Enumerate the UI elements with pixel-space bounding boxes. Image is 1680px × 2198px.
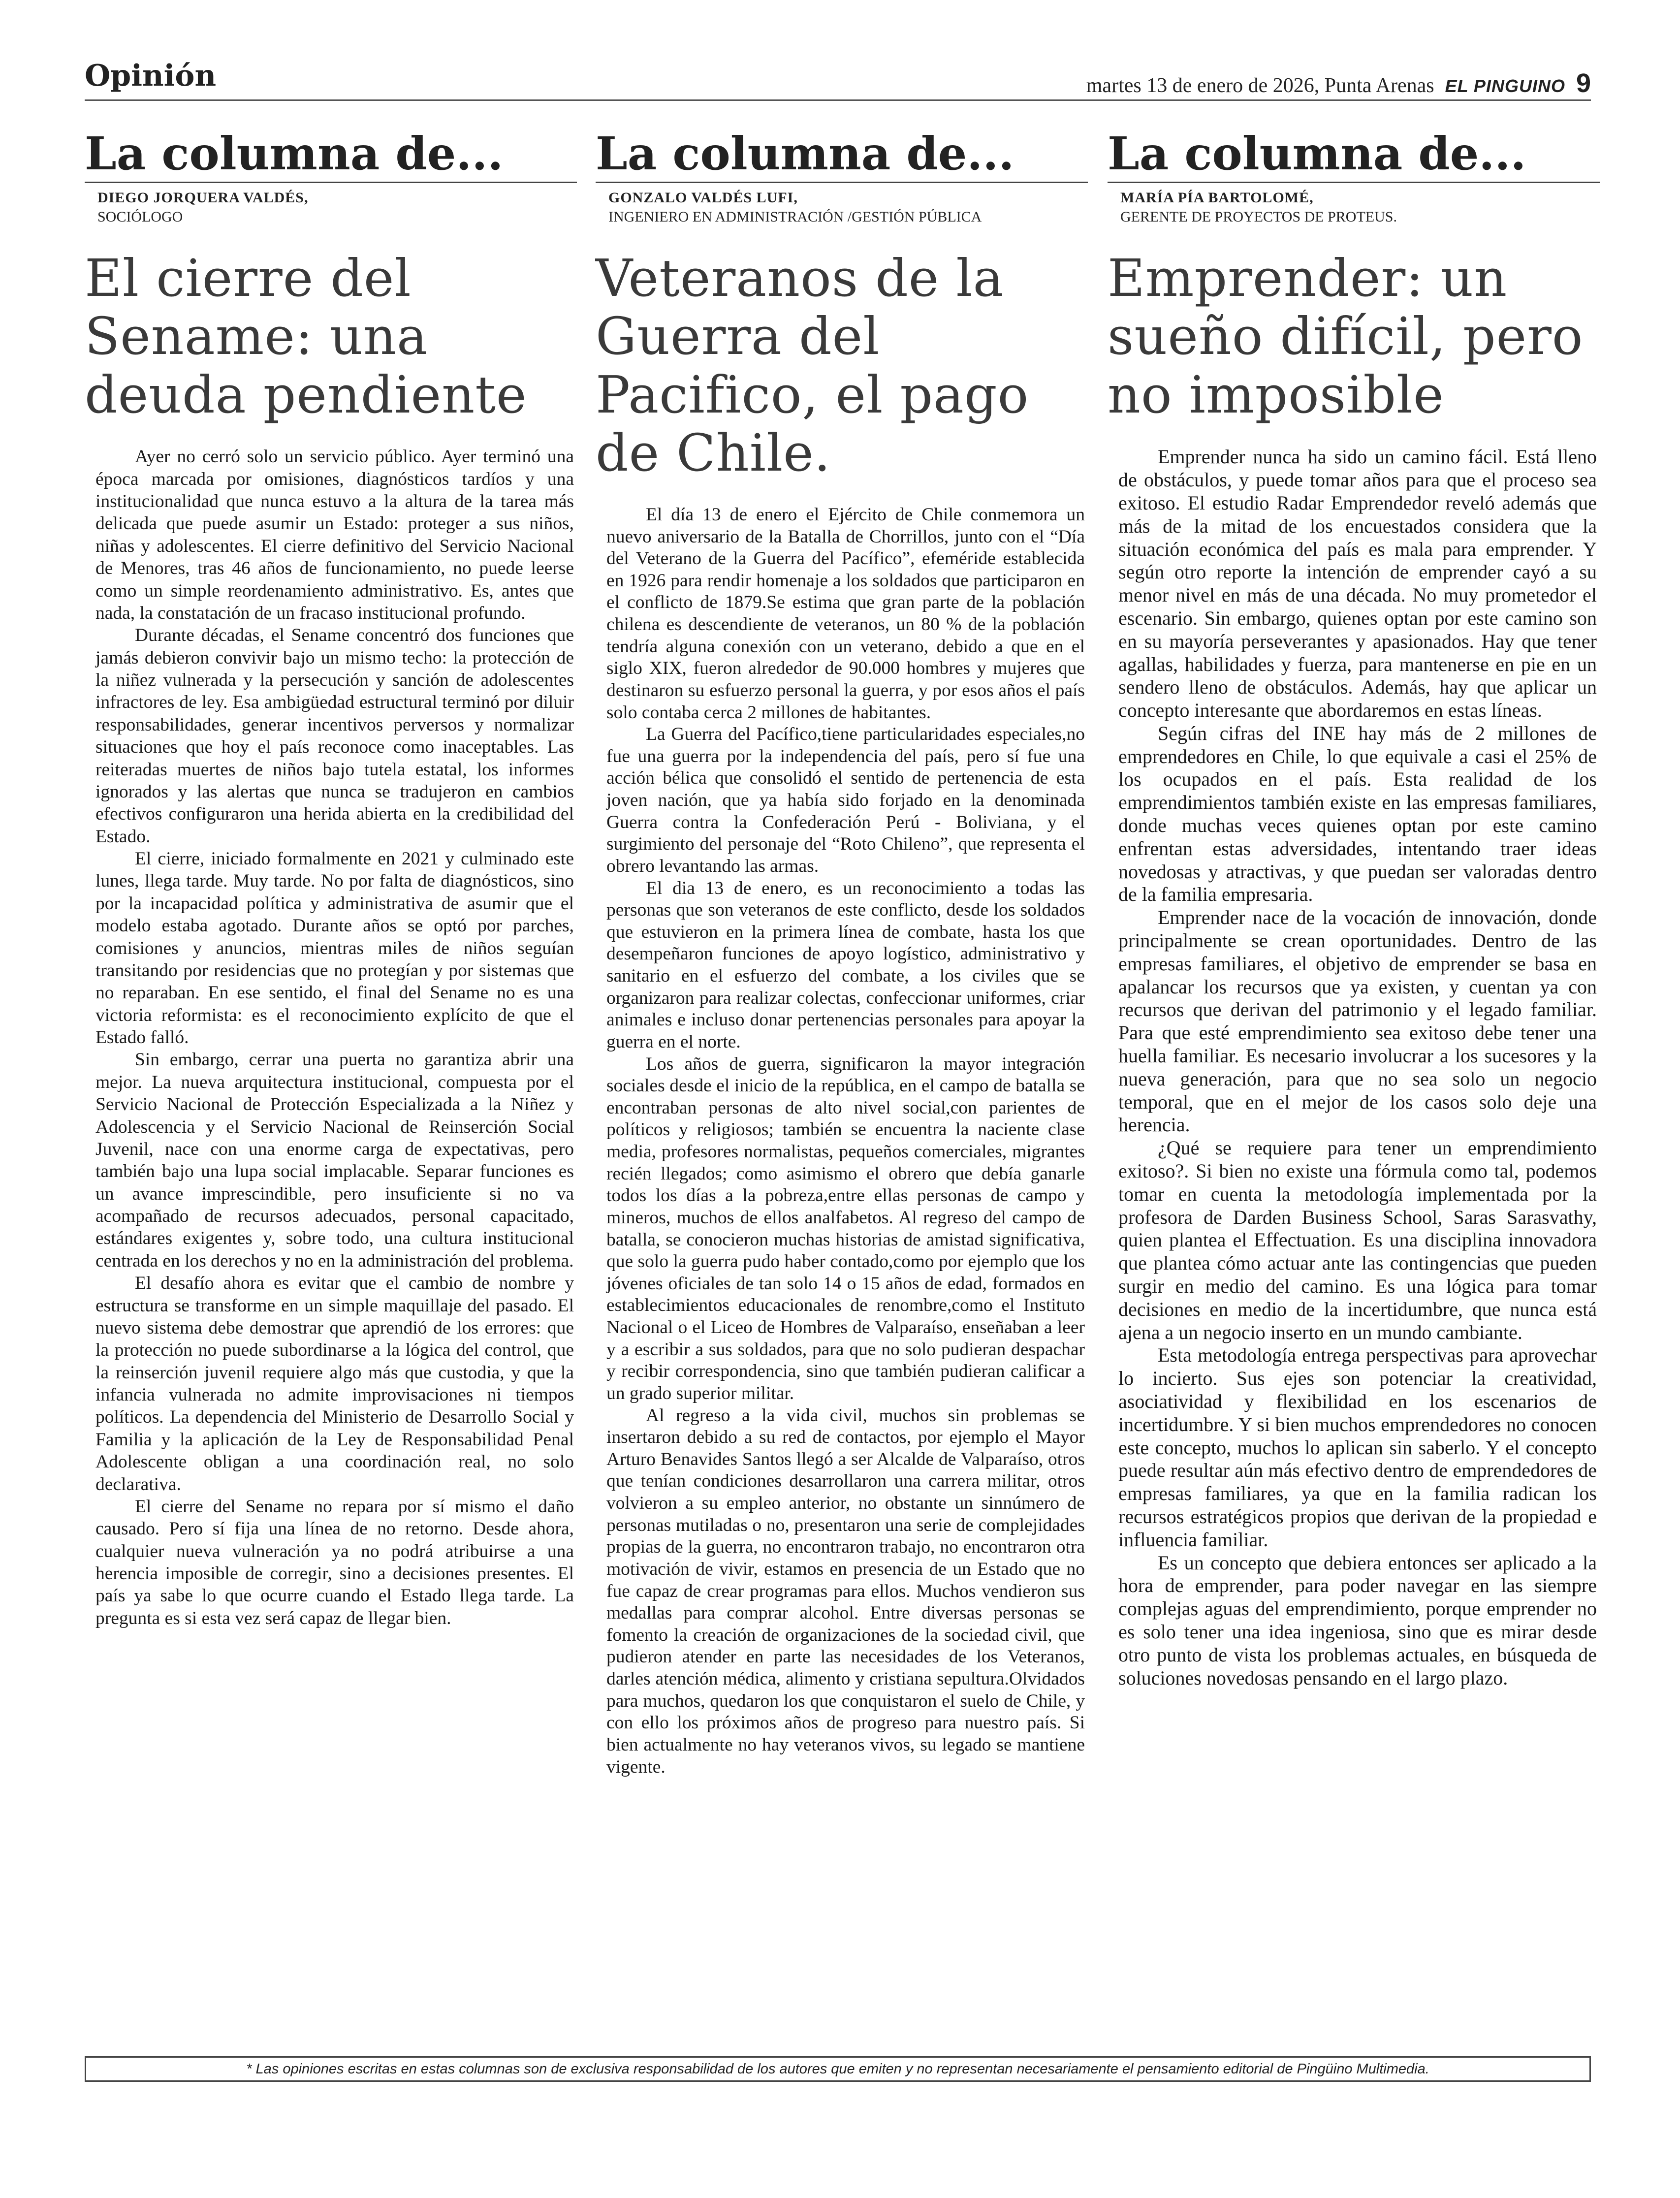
column-bartolome: [1108, 129, 1600, 1689]
article-title: Veteranos de la Guerra del Pacifico, el pago de Chile.: [596, 248, 1029, 483]
paragraph: Sin embargo, cerrar una puerta no garantiza abrir una mejor. La nueva arquitectura institucional, compuesta por el Servicio Nacional de Protección Especializada a la Niñez y Adolescencia y el Servicio Nacional de Reinserción Social Juvenil, nace con una enorme carga de expectativas, pero también bajo una lupa social implacable. Separar funciones es un avance imprescindible, pero insuficiente si no va acompañado de recursos adecuados, personal capacitado, estándares exigentes y, sobre todo, una cultura institucional centrada en los derechos y no en la administración del problema.: [95, 1050, 574, 1271]
page-number: 9: [1576, 68, 1591, 98]
article-body: [85, 446, 577, 1629]
paragraph: Durante décadas, el Sename concentró dos funciones que jamás debieron convivir bajo un mismo techo: la protección de la niñez vulnerada y la persecución y sanción de adolescentes infractores de ley. Esa ambigüedad estructural terminó por diluir responsabilidades, generar incentivos perversos y normalizar situaciones que hoy el país reconoce como inaceptables. Las reiteradas muertes de niños bajo tutela estatal, los informes ignorados y las alertas que nunca se tradujeron en cambios efectivos configuraron una herida abierta en la credibilidad del Estado.: [95, 625, 574, 847]
article-body: [596, 504, 1088, 1778]
paragraph: Emprender nunca ha sido un camino fácil. Está lleno de obstáculos, y puede tomar años para que el proceso sea exitoso. El estudio Radar Emprendedor reveló además que más de la mitad de los encuestados considera que la situación económica del país es mala para emprender. Y según otro reporte la intención de emprender cayó a su menor nivel en más de una década. No muy prometedor el escenario. Sin embargo, quienes optan por este camino son en su mayoría perseverantes y apasionados. Hay que tener agallas, habilidades y fuerza, para mantenerse en pie en un sendero lleno de obstáculos. Además, hay que aplicar un concepto interesante que abordaremos en estas líneas.: [1118, 446, 1597, 722]
byline: [596, 183, 1088, 227]
author-role: INGENIERO EN ADMINISTRACIÓN /GESTIÓN PÚBLICA: [608, 209, 982, 225]
column-jorquera: [85, 129, 577, 1629]
paragraph: Los años de guerra, significaron la mayor integración sociales desde el inicio de la república, en el campo de batalla se encontraban personas de alto nivel social,con parientes de políticos y religiosos; también se encuentra la naciente clase media, profesores normalistas, pequeños comerciales, migrantes recién llegados; como asimismo el obrero que debía ganarle todos los días a la pobreza,entre ellas personas de campo y mineros, muchos de ellos analfabetos. Al regreso del campo de batalla, se conocieron muchas historias de amistad significativa, que solo la guerra pudo haber contado,como por ejemplo que los jóvenes oficiales de tan solo 14 o 15 años de edad, formados en establecimientos educacionales de renombre,como el Instituto Nacional o el Liceo de Hombres de Valparaíso, enseñaban a leer y a escribir a sus soldados, para que no solo pudieran despachar y recibir correspondencia, sino que también pudieran calificar a un grado superior militar.: [606, 1053, 1085, 1403]
section-label: Opinión: [85, 59, 217, 93]
disclaimer-text: * Las opiniones escritas en estas columnas son de exclusiva responsabilidad de los autores que emiten y no representan necesariamente el pensamiento editorial de Pingüino Multimedia.: [246, 2061, 1429, 2077]
article-title: Emprender: un sueño difícil, pero no imposible: [1108, 248, 1584, 425]
paragraph: Al regreso a la vida civil, muchos sin problemas se insertaron debido a su red de contactos, por ejemplo el Mayor Arturo Benavides Santos llegó a ser Alcalde de Valparaíso, otros que tenían condiciones desarrollaron una carrera militar, otros volvieron a su empleo anterior, no obstante un sinnúmero de personas mutiladas o no, presentaron una serie de complejidades propias de la guerra, no encontraron trabajo, no encontraron otra motivación de vivir, estamos en presencia de un Estado que no fue capaz de crear programas para ellos. Muchos vendieron sus medallas para comprar alcohol. Entre diversas personas se fomento la creación de organizaciones de la sociedad civil, que pudieron atender en parte las necesidades de los Veteranos, darles atención médica, alimento y cristiana sepultura.Olvidados para muchos, quedaron los que conquistaron el suelo de Chile, y con ello los próximos años de progreso para nuestro país. Si bien actualmente no hay veteranos vivos, su legado se mantiene vigente.: [606, 1405, 1085, 1777]
author-name: DIEGO JORQUERA VALDÉS,: [97, 190, 309, 206]
paragraph: Emprender nace de la vocación de innovación, donde principalmente se crean oportunidades. Dentro de las empresas familiares, el objetivo de emprender se basa en apalancar los recursos que ya existen, y cuentan ya con recursos que derivan del patrimonio y el legado familiar. Para que esté emprendimiento sea exitoso debe tener una huella familiar. Es necesario involucrar a los sucesores y la nueva generación, para que no sea solo un negocio temporal, que en el mejor de los casos solo deje una herencia.: [1118, 906, 1597, 1136]
paragraph: El desafío ahora es evitar que el cambio de nombre y estructura se transforme en un simple maquillaje del pasado. El nuevo sistema debe demostrar que aprendió de los errores: que la protección no puede subordinarse a la lógica del control, que la reinserción juvenil requiere algo más que custodia, y que la infancia vulnerada no admite improvisaciones ni tiempos políticos. La dependencia del Ministerio de Desarrollo Social y Familia y la aplicación de la Ley de Responsabilidad Penal Adolescente obligan a una coordinación real, no solo declarativa.: [95, 1273, 574, 1495]
page-header: [85, 58, 1591, 101]
paragraph: Es un concepto que debiera entonces ser aplicado a la hora de emprender, para poder navegar en las siempre complejas aguas del emprendimiento, porque emprender no es solo tener una idea ingeniosa, sino que es mirar desde otro punto de vista los problemas actuales, en búsqueda de soluciones novedosas pensando en el largo plazo.: [1118, 1551, 1597, 1689]
paragraph: El cierre del Sename no repara por sí mismo el daño causado. Pero sí fija una línea de no retorno. Desde ahora, cualquier nueva vulneración ya no podrá atribuirse a una herencia imposible de corregir, sino a decisiones presentes. El país ya sabe lo que ocurre cuando el Estado llega tarde. La pregunta es si esta vez será capaz de llegar bien.: [95, 1496, 574, 1628]
article-body: [1108, 446, 1600, 1689]
disclaimer-box: [85, 2056, 1591, 2082]
paragraph: Ayer no cerró solo un servicio público. Ayer terminó una época marcada por omisiones, diagnósticos tardíos y una institucionalidad que nunca estuvo a la altura de la tarea más delicada que puede asumir un Estado: proteger a sus niños, niñas y adolescentes. El cierre definitivo del Servicio Nacional de Menores, tras 46 años de funcionamiento, no puede leerse como un simple reordenamiento administrativo. Es, antes que nada, la constatación de un fracaso institucional profundo.: [95, 446, 574, 623]
author-role: SOCIÓLOGO: [97, 209, 183, 225]
dateline: [1086, 68, 1591, 98]
paragraph: La Guerra del Pacífico,tiene particularidades especiales,no fue una guerra por la independencia del país, pero sí fue una acción bélica que consolidó el sentido de pertenencia de esta joven nación, que ya había sido forjado en la denominada Guerra contra la Confederación Perú - Boliviana, y el surgimiento del personaje del “Roto Chileno”, que representa el obrero levantando las armas.: [606, 724, 1085, 876]
author-name: GONZALO VALDÉS LUFI,: [608, 190, 798, 206]
author-name: MARÍA PÍA BARTOLOMÉ,: [1120, 190, 1314, 206]
author-role: GERENTE DE PROYECTOS DE PROTEUS.: [1120, 209, 1397, 225]
paragraph: Esta metodología entrega perspectivas para aprovechar lo incierto. Sus ejes son potenciar la creatividad, asociatividad y flexibilidad en los escenarios de incertidumbre. Y si bien muchos emprendedores no conocen este concepto, muchos lo aplican sin saberlo. Y el concepto puede resultar aún más efectivo dentro de emprendedores de empresas familiares, ya que en la familia radican los recursos estratégicos propios que derivan de la propiedad e influencia familiar.: [1118, 1344, 1597, 1551]
paragraph: El día 13 de enero el Ejército de Chile conmemora un nuevo aniversario de la Batalla de Chorrillos, junto con el “Día del Veterano de la Guerra del Pacífico”, efeméride establecida en 1926 para rendir homenaje a los soldados que participaron en el conflicto de 1879.Se estima que gran parte de la población chilena es descendiente de veteranos, un 80 % de la población tendría alguna conexión con un veterano, debido a que en el siglo XIX, fueron alrededor de 90.000 hombres y mujeres que destinaron su esfuerzo personal la guerra, y por esos años el país solo contaba cerca 2 millones de habitantes.: [606, 504, 1085, 723]
issue-date: martes 13 de enero de 2026, Punta Arenas: [1086, 74, 1434, 97]
column-header: La columna de...: [1108, 129, 1600, 183]
paragraph: El cierre, iniciado formalmente en 2021 y culminado este lunes, llega tarde. Muy tarde. No por falta de diagnósticos, sino por la incapacidad política y administrativa de asumir que el modelo estaba agotado. Durante años se optó por parches, comisiones y anuncios, mientras miles de niños seguían transitando por residencias que no protegían y por sistemas que no reparaban. En ese sentido, el final del Sename no es una victoria reformista: es el reconocimiento explícito de que el Estado falló.: [95, 849, 574, 1048]
column-valdes: [596, 129, 1088, 1778]
newspaper-logo: EL PINGUINO: [1445, 76, 1565, 96]
column-header: La columna de...: [85, 129, 577, 183]
paragraph: Según cifras del INE hay más de 2 millones de emprendedores en Chile, lo que equivale a casi el 25% de los ocupados en el país. Esta realidad de los emprendimientos también existe en las empresas familiares, donde muchas veces quienes optan por este camino enfrentan estas adversidades, intentando traer ideas novedosas y atractivas, y que puedan ser valoradas dentro de la familia empresaria.: [1118, 722, 1597, 906]
paragraph: ¿Qué se requiere para tener un emprendimiento exitoso?. Si bien no existe una fórmula como tal, podemos tomar en cuenta la metodología implementada por la profesora de Darden Business School, Saras Sarasvathy, quien plantea el Effectuation. Es una disciplina innovadora que plantea cómo actuar ante las contingencias que pueden surgir en medio del camino. Es una lógica para tomar decisiones en medio de la incertidumbre, que nunca está ajena a un negocio inserto en un mundo cambiante.: [1118, 1137, 1597, 1343]
paragraph: El dia 13 de enero, es un reconocimiento a todas las personas que son veteranos de este conflicto, desde los soldados que estuvieron en la primera línea de combate, hasta los que desempeñaron funciones de apoyo logístico, administrativo y sanitario en el esfuerzo del combate, a los civiles que se organizaron para realizar colectas, confeccionar uniformes, criar animales e incluso donar pertenencias personales para apoyar la guerra en el norte.: [606, 878, 1085, 1052]
byline: [85, 183, 577, 227]
byline: [1108, 183, 1600, 227]
article-title: El cierre del Sename: una deuda pendiente: [85, 248, 527, 425]
column-header: La columna de...: [596, 129, 1088, 183]
